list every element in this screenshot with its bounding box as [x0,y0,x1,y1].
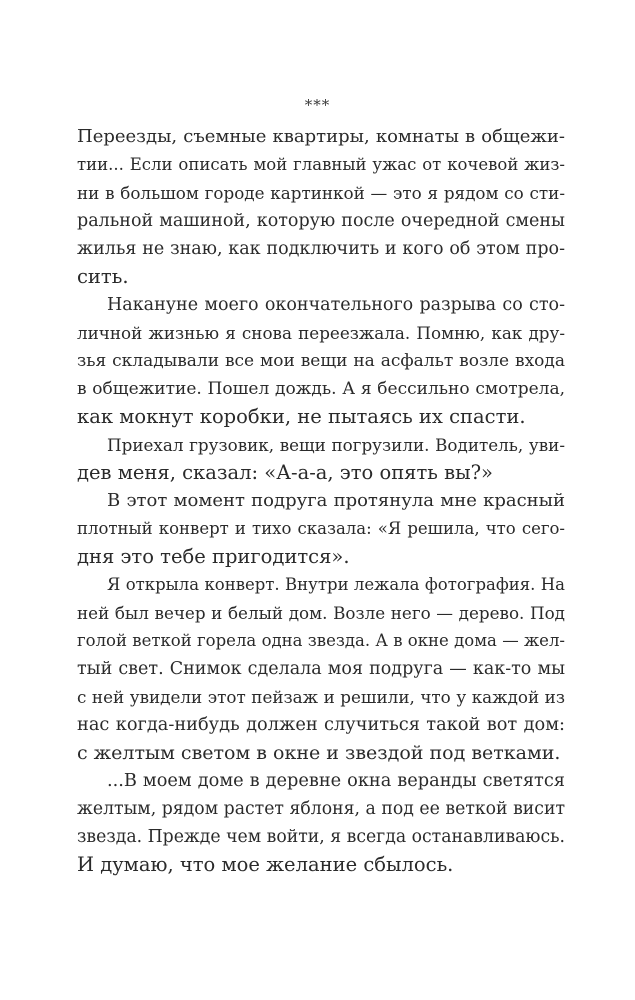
text-line: как мокнут коробки, не пытаясь их спасти. [77,405,526,428]
text-line: ...В моем доме в деревне окна веранды светятся [107,771,565,791]
text-line: Накануне моего окончательного разрыва со сто- [107,295,565,315]
text-line: звезда. Прежде чем войти, я всегда останавливаюсь. [77,827,565,847]
text-line: с ней увидели этот пейзаж и решили, что у каждой из [77,687,565,707]
text-line: дня это тебе пригодится». [77,545,350,568]
section-separator: *** [304,96,331,114]
text-line: в общежитие. Пошел дождь. А я бессильно смотрела, [77,379,565,399]
text-line: тый свет. Снимок сделала моя подруга — как-то мы [77,659,565,679]
text-line: голой веткой горела одна звезда. А в окне дома — жел- [77,631,565,650]
text-line: Переезды, съемные квартиры, комнаты в общежи- [77,126,565,147]
text-line: зья складывали все мои вещи на асфальт возле входа [77,351,565,371]
text-line: И думаю, что мое желание сбылось. [77,853,454,876]
text-line: жилья не знаю, как подключить и кого об этом про- [77,239,565,259]
text-line: желтым, рядом растет яблоня, а под ее веткой висит [77,799,565,819]
body-text [77,123,565,879]
text-line: личной жизнью я снова переезжала. Помню, как дру- [77,323,565,343]
text-line: дев меня, сказал: «А-а-а, это опять вы?» [77,461,493,484]
text-line: Я открыла конверт. Внутри лежала фотография. На [107,575,565,594]
text-line: ней был вечер и белый дом. Возле него — дерево. Под [77,603,565,623]
text-line: ни в большом городе картинкой — это я рядом со сти- [77,183,565,203]
text-line: ральной машиной, которую после очередной смены [77,211,565,231]
text-line: нас когда-нибудь должен случиться такой вот дом: [77,715,565,735]
text-line: тии... Если описать мой главный ужас от кочевой жиз- [77,155,565,174]
text-line: Приехал грузовик, вещи погрузили. Водитель, уви- [107,435,565,455]
text-line: сить. [77,265,129,288]
text-line: В этот момент подруга протянула мне красный [107,490,565,511]
text-line: с желтым светом в окне и звездой под ветками. [77,742,561,764]
text-line: плотный конверт и тихо сказала: «Я решила, что сего- [77,519,565,538]
